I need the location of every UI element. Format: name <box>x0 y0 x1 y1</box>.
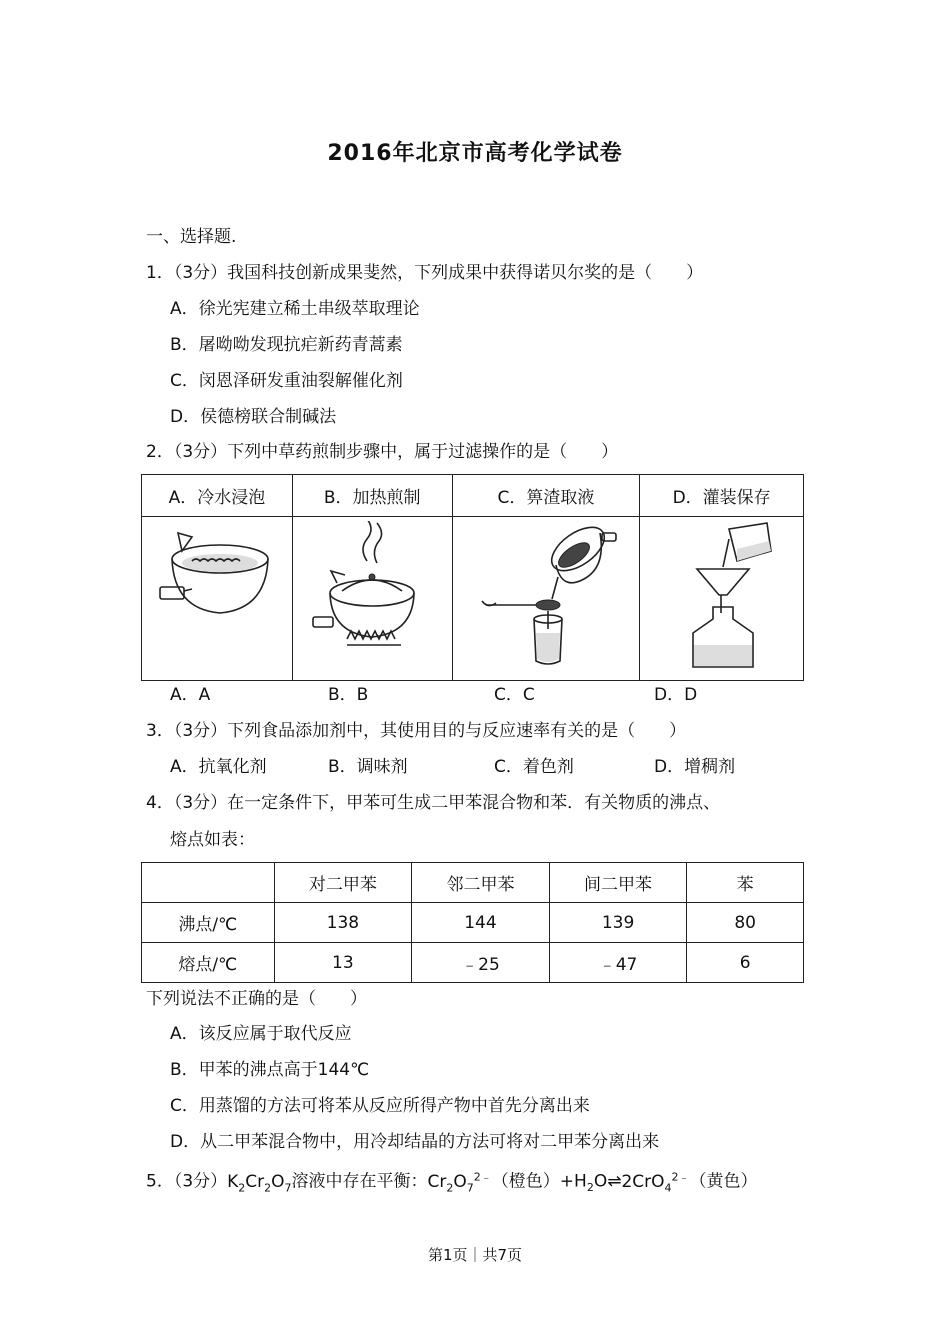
bottling-illustration <box>657 521 787 671</box>
q3-stem: 3．（3分）下列食品添加剂中，其使用目的与反应速率有关的是（ ） <box>146 721 687 741</box>
q2-table <box>141 474 804 681</box>
soaking-pot-illustration <box>152 521 282 671</box>
q3-option-c: C．着色剂 <box>494 757 574 777</box>
q2-option-a: A．A <box>170 685 211 705</box>
q3-option-b: B．调味剂 <box>328 757 408 777</box>
q2-image-d <box>640 517 804 681</box>
q5-number: 5．（3分） <box>146 1171 228 1192</box>
q1-option-a: A．徐光宪建立稀土串级萃取理论 <box>170 299 420 319</box>
q5-orange-label: （橙色）+H <box>491 1171 587 1192</box>
q2-stem: 2．（3分）下列中草药煎制步骤中，属于过滤操作的是（ ） <box>146 442 619 462</box>
q1-stem: 1．（3分）我国科技创新成果斐然，下列成果中获得诺贝尔奖的是（ ） <box>146 263 704 283</box>
q4-option-a: A．该反应属于取代反应 <box>170 1024 352 1044</box>
equilibrium-arrow-icon: ⇌ <box>607 1171 622 1192</box>
q4-option-c: C．用蒸馏的方法可将苯从反应所得产物中首先分离出来 <box>170 1096 590 1116</box>
q4-stem-line2: 熔点如表： <box>170 830 255 850</box>
q1-option-c: C．闵恩泽研发重油裂解催化剂 <box>170 371 403 391</box>
q2-image-c <box>452 517 640 681</box>
q4-stem-line1: 4．（3分）在一定条件下，甲苯可生成二甲苯混合物和苯．有关物质的沸点、 <box>146 793 721 813</box>
section-heading: 一、选择题. <box>146 227 237 247</box>
table-cell: 144 <box>412 903 550 943</box>
heating-pot-illustration <box>307 521 437 671</box>
q4-header-p-xylene: 对二甲苯 <box>274 863 412 903</box>
table-cell: 138 <box>274 903 412 943</box>
q4-option-d: D．从二甲苯混合物中，用冷却结晶的方法可将对二甲苯分离出来 <box>170 1132 660 1152</box>
q5-text: 溶液中存在平衡： <box>291 1171 428 1192</box>
q1-option-d: D．侯德榜联合制碱法 <box>170 407 337 427</box>
q4-header-o-xylene: 邻二甲苯 <box>412 863 550 903</box>
filtering-illustration <box>466 521 626 671</box>
q4-question: 下列说法不正确的是（ ） <box>146 989 367 1009</box>
q5-chromate-ion: 2CrO$_4^{2﹣}$ <box>621 1170 690 1195</box>
q5-stem: 5．（3分）$K_2Cr_2O_7$溶液中存在平衡：$Cr_2O_7^{2﹣}$（橙色）$+H_2O\rightleftharpoons 2CrO_4^{2﹣}$（黄色） <box>146 1170 758 1195</box>
table-cell: ﹣25 <box>412 943 550 983</box>
q5-dichromate-ion: $Cr_2O_7^{2﹣}$ <box>427 1170 492 1195</box>
q2-image-b <box>292 517 452 681</box>
table-cell: 6 <box>687 943 804 983</box>
table-cell: 139 <box>549 903 687 943</box>
q1-option-b: B．屠呦呦发现抗疟新药青蒿素 <box>170 335 403 355</box>
q3-option-d: D．增稠剂 <box>654 757 736 777</box>
table-cell: ﹣47 <box>549 943 687 983</box>
q2-header-d: D．灌装保存 <box>640 475 804 517</box>
q2-header-c: C．箅渣取液 <box>452 475 640 517</box>
q4-row-label-melting: 熔点/℃ <box>142 943 275 983</box>
q5-reagent: $K_2Cr_2O_7$ <box>227 1171 292 1195</box>
q4-table <box>141 862 804 983</box>
page-title: 2016年北京市高考化学试卷 <box>327 141 623 166</box>
q4-header-m-xylene: 间二甲苯 <box>549 863 687 903</box>
q2-image-a <box>142 517 293 681</box>
q2-header-a: A．冷水浸泡 <box>142 475 293 517</box>
q2-option-d: D．D <box>654 685 698 705</box>
table-row <box>142 943 804 983</box>
q2-option-b: B．B <box>328 685 369 705</box>
q4-header-empty <box>142 863 275 903</box>
q4-header-benzene: 苯 <box>687 863 804 903</box>
page-footer: 第1页｜共7页 <box>427 1246 523 1264</box>
q2-header-b: B．加热煎制 <box>292 475 452 517</box>
q2-option-c: C．C <box>494 685 535 705</box>
table-cell: 13 <box>274 943 412 983</box>
table-row <box>142 903 804 943</box>
table-cell: 80 <box>687 903 804 943</box>
q4-option-b: B．甲苯的沸点高于144℃ <box>170 1060 370 1080</box>
q5-yellow-label: （黄色） <box>689 1171 758 1192</box>
q4-row-label-boiling: 沸点/℃ <box>142 903 275 943</box>
q3-option-a: A．抗氧化剂 <box>170 757 267 777</box>
